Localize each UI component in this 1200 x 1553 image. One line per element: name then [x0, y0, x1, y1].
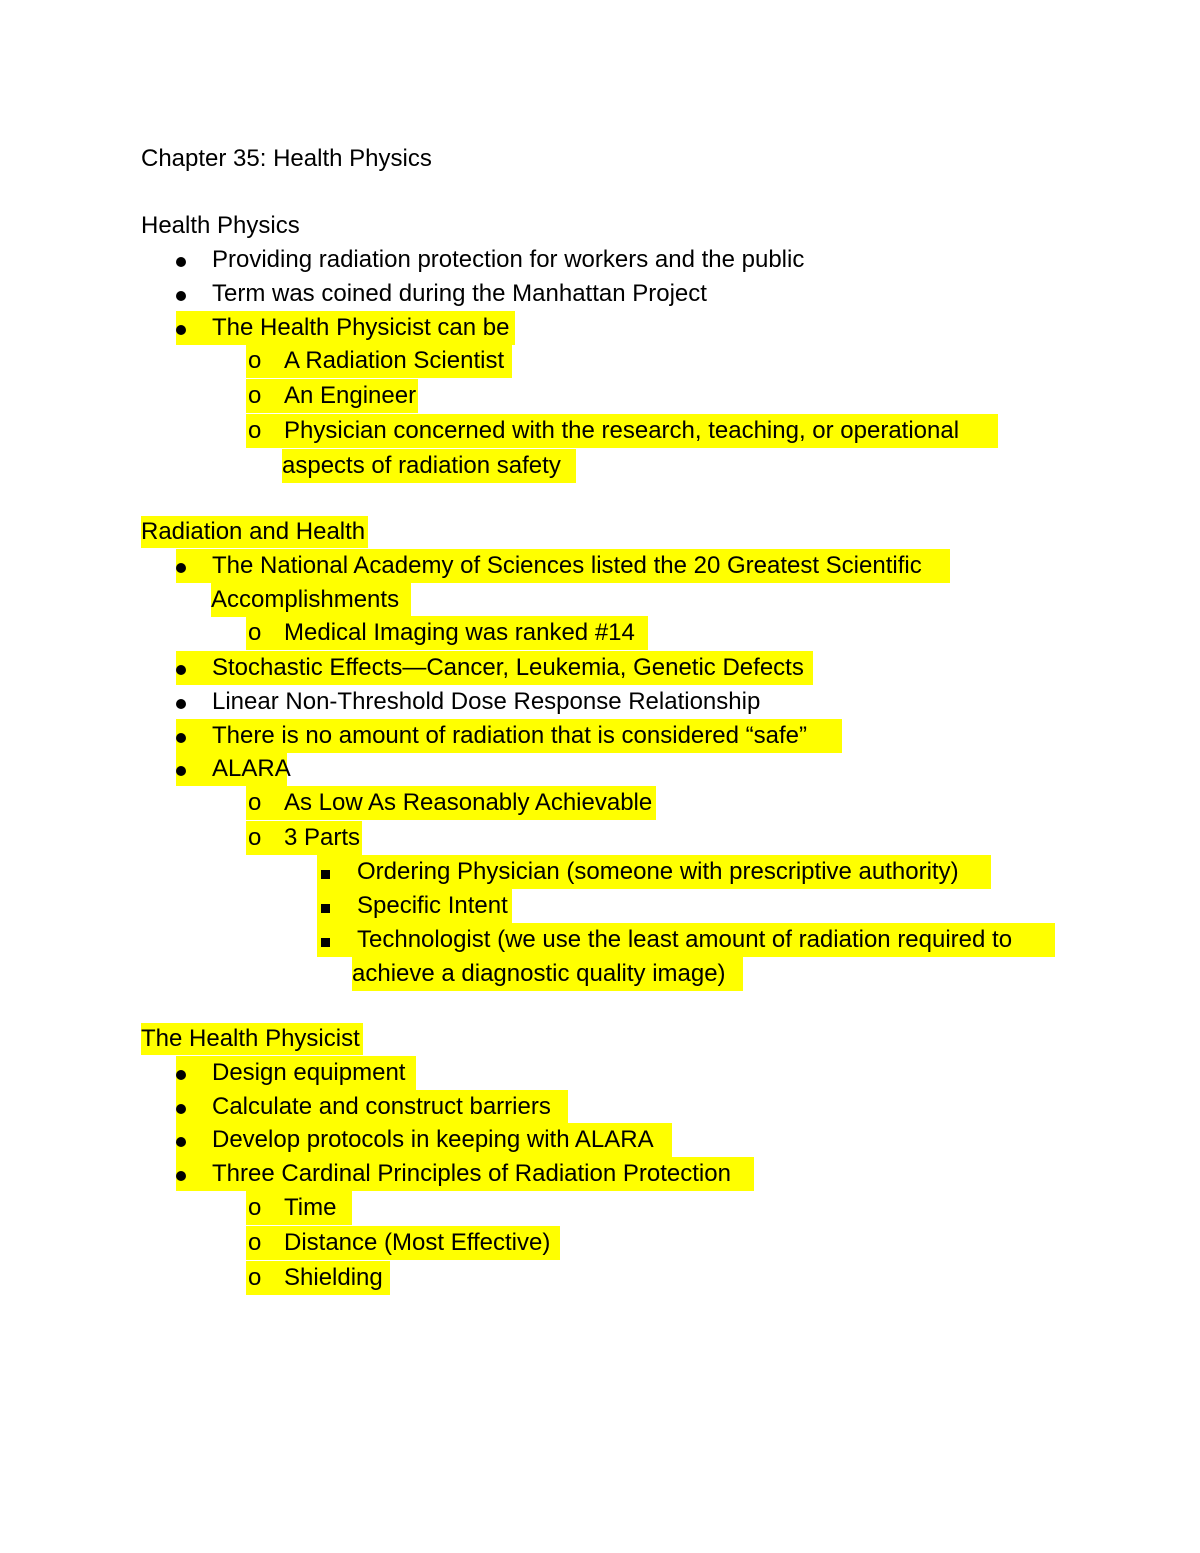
list-item: The Health Physicist can be — [176, 311, 515, 345]
list-item: Ordering Physician (someone with prescriptive authority) — [317, 855, 991, 889]
section-heading-health-physics: Health Physics — [141, 212, 300, 239]
hollow-bullet-icon: o — [248, 789, 262, 816]
bullet-icon — [176, 257, 186, 267]
bullet-icon — [176, 766, 186, 776]
bullet-icon — [176, 699, 186, 709]
list-item: o 3 Parts — [246, 821, 362, 855]
list-item-continuation: achieve a diagnostic quality image) — [352, 957, 743, 991]
list-item: o Shielding — [246, 1261, 390, 1295]
bullet-icon — [176, 1137, 186, 1147]
square-bullet-icon — [321, 870, 330, 879]
bullet-icon — [176, 1104, 186, 1114]
list-item: o Medical Imaging was ranked #14 — [246, 616, 648, 650]
list-item: The National Academy of Sciences listed the 20 Greatest Scientific — [176, 549, 950, 583]
list-item: Three Cardinal Principles of Radiation Protection — [176, 1157, 754, 1191]
list-item: ALARA — [176, 752, 287, 786]
hollow-bullet-icon: o — [248, 382, 262, 409]
list-item: Stochastic Effects—Cancer, Leukemia, Genetic Defects — [176, 651, 813, 685]
bullet-icon — [176, 563, 186, 573]
list-item: o An Engineer — [246, 379, 418, 413]
list-item: o Time — [246, 1191, 352, 1225]
hollow-bullet-icon: o — [248, 347, 262, 374]
bullet-icon — [176, 665, 186, 675]
list-item: Develop protocols in keeping with ALARA — [176, 1123, 672, 1157]
list-item: o As Low As Reasonably Achievable — [246, 786, 656, 820]
hollow-bullet-icon: o — [248, 417, 262, 444]
list-item: o Physician concerned with the research, teaching, or operational — [246, 414, 998, 448]
list-item: o A Radiation Scientist — [246, 344, 512, 378]
list-item: Specific Intent — [317, 889, 512, 923]
list-item: Term was coined during the Manhattan Project — [176, 277, 707, 311]
list-item: Linear Non-Threshold Dose Response Relationship — [176, 685, 760, 719]
hollow-bullet-icon: o — [248, 824, 262, 851]
hollow-bullet-icon: o — [248, 1229, 262, 1256]
list-item: Calculate and construct barriers — [176, 1090, 568, 1124]
list-item: There is no amount of radiation that is considered “safe” — [176, 719, 842, 753]
square-bullet-icon — [321, 938, 330, 947]
bullet-icon — [176, 325, 186, 335]
list-item: Technologist (we use the least amount of radiation required to — [317, 923, 1055, 957]
hollow-bullet-icon: o — [248, 1264, 262, 1291]
bullet-icon — [176, 1070, 186, 1080]
hollow-bullet-icon: o — [248, 1194, 262, 1221]
document-title: Chapter 35: Health Physics — [141, 145, 432, 172]
bullet-icon — [176, 291, 186, 301]
section-heading-radiation-and-health: Radiation and Health — [141, 516, 368, 548]
bullet-icon — [176, 733, 186, 743]
square-bullet-icon — [321, 904, 330, 913]
list-item-continuation: Accomplishments — [211, 583, 411, 617]
bullet-icon — [176, 1171, 186, 1181]
list-item: Design equipment — [176, 1056, 416, 1090]
hollow-bullet-icon: o — [248, 619, 262, 646]
list-item: Providing radiation protection for workers and the public — [176, 243, 804, 277]
list-item: o Distance (Most Effective) — [246, 1226, 560, 1260]
section-heading-the-health-physicist: The Health Physicist — [141, 1023, 363, 1055]
list-item-continuation: aspects of radiation safety — [282, 449, 576, 483]
